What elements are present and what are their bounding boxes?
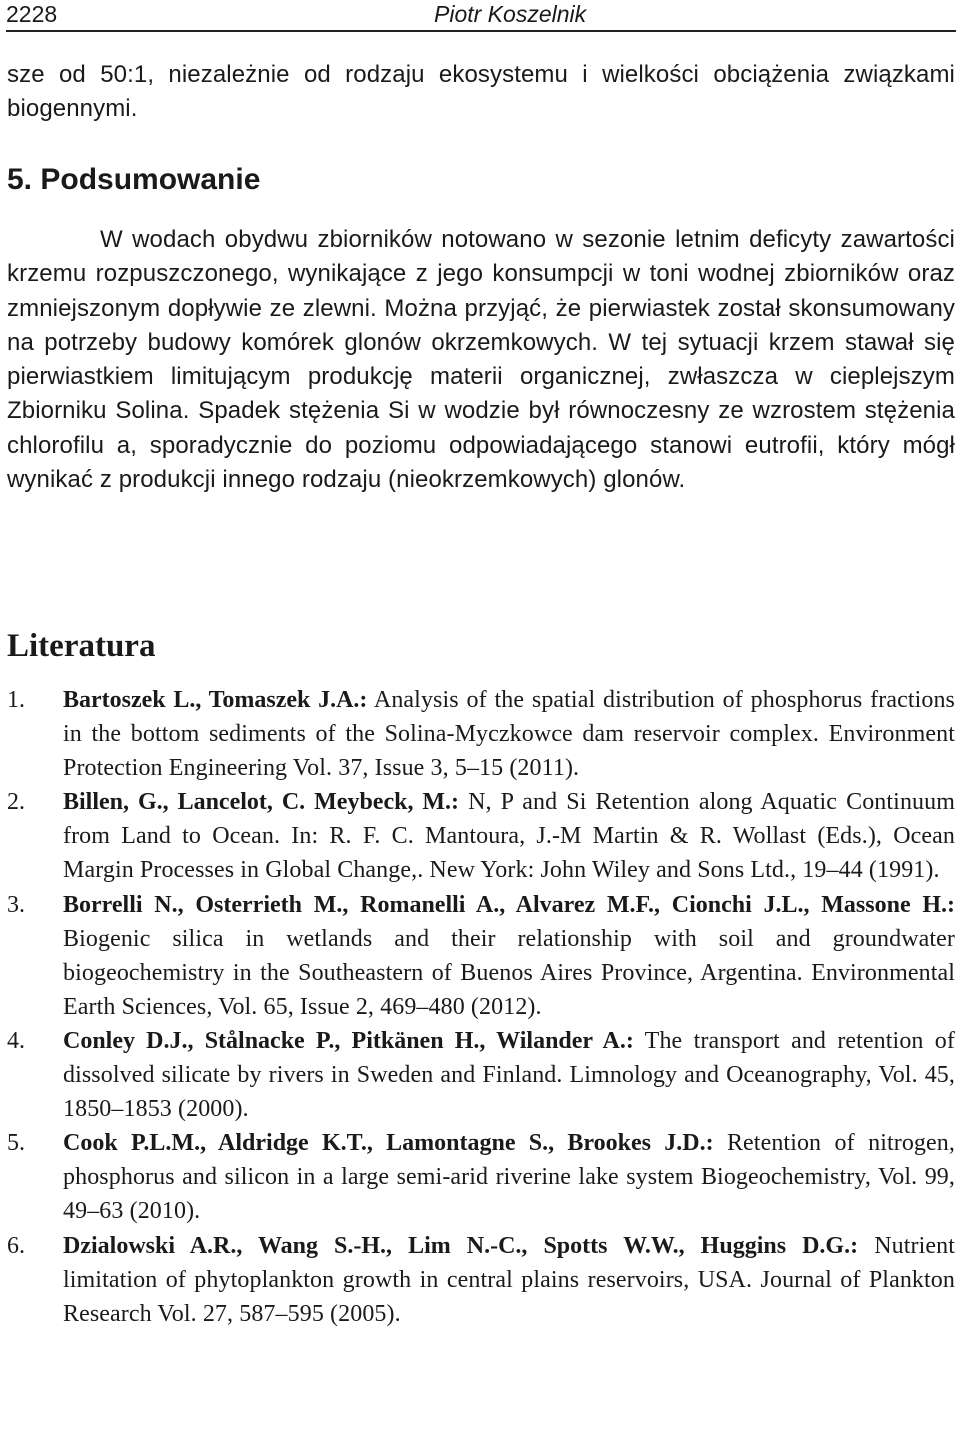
reference-text: Analysis of the spatial distribution of phosphorus fractions in the bottom sediments of the Solina-Myczkowce dam reservoir complex. Environment Protection Engineering Vol. 37, Issue 3, 5–15 (2011). bbox=[63, 687, 955, 782]
reference-item bbox=[7, 1024, 955, 1126]
page-number: 2228 bbox=[6, 1, 58, 27]
reference-number: 1. bbox=[7, 687, 25, 713]
reference-item bbox=[7, 683, 955, 785]
reference-authors: Conley D.J., Stålnacke P., Pitkänen H., Wilander A.: bbox=[63, 1027, 634, 1054]
summary-paragraph: W wodach obydwu zbiorników notowano w sezonie letnim deficyty zawartości krzemu rozpuszczonego, wynikające z jego konsumpcji w toni wodnej zbiorników oraz zmniejszonym dopływie ze zlewni. Można przyjąć, że pierwiastek został skonsumowany na potrzeby budowy komórek glonów okrzemkowych. W tej sytuacji krzem stawał się pierwiastkiem limitującym produkcję materii organicznej, zwłaszcza w cieplejszym Zbiorniku Solina. Spadek stężenia Si w wodzie był równoczesny ze wzrostem stężenia chlorofilu a, sporadycznie do poziomu odpowiadającego stanowi eutrofii, który mógł wynikać z produkcji innego rodzaju (nieokrzemkowych) glonów. bbox=[7, 226, 955, 494]
reference-number: 6. bbox=[7, 1232, 25, 1259]
reference-text: Biogenic silica in wetlands and their relationship with soil and groundwater biogeochemistry in the Southeastern of Buenos Aires Province, Argentina. Environmental Earth Sciences, Vol. 65, Issue 2, 469–480 (2012). bbox=[63, 925, 955, 1020]
literature-heading: Literatura bbox=[7, 628, 156, 664]
intro-paragraph: sze od 50:1, niezależnie od rodzaju ekosystemu i wielkości obciążenia związkami biogennymi. bbox=[7, 61, 955, 123]
reference-item bbox=[7, 1229, 955, 1331]
reference-item bbox=[7, 1126, 955, 1228]
reference-authors: Borrelli N., Osterrieth M., Romanelli A., Alvarez M.F., Cionchi J.L., Massone H.: bbox=[63, 891, 955, 918]
reference-authors: Bartoszek L., Tomaszek J.A.: bbox=[63, 687, 368, 713]
reference-number: 4. bbox=[7, 1027, 25, 1054]
running-author: Piotr Koszelnik bbox=[434, 1, 587, 27]
reference-item bbox=[7, 785, 955, 887]
reference-text: The transport and retention of dissolved silicate by rivers in Sweden and Finland. Limnology and Oceanography, Vol. 45, 1850–1853 (2000). bbox=[63, 1027, 955, 1123]
section-heading: 5. Podsumowanie bbox=[7, 163, 261, 196]
reference-number: 5. bbox=[7, 1130, 25, 1157]
reference-number: 2. bbox=[7, 789, 25, 816]
reference-list bbox=[7, 683, 955, 1331]
reference-text: Nutrient limitation of phytoplankton growth in central plains reservoirs, USA. Journal of Plankton Research Vol. 27, 587–595 (2005). bbox=[63, 1232, 956, 1327]
reference-authors: Cook P.L.M., Aldridge K.T., Lamontagne S., Brookes J.D.: bbox=[63, 1130, 714, 1157]
running-header bbox=[6, 0, 956, 32]
reference-authors: Billen, G., Lancelot, C. Meybeck, M.: bbox=[63, 789, 460, 816]
reference-text: N, P and Si Retention along Aquatic Continuum from Land to Ocean. In: R. F. C. Mantoura, J.-M Martin & R. Wollast (Eds.), Ocean Margin Processes in Global Change,. New York: John Wiley and Sons Ltd., 19–44 (1991). bbox=[63, 789, 956, 884]
reference-authors: Dzialowski A.R., Wang S.-H., Lim N.-C., Spotts W.W., Huggins D.G.: bbox=[63, 1232, 859, 1259]
reference-item bbox=[7, 888, 955, 1024]
reference-text: Retention of nitrogen, phosphorus and silicon in a large semi-arid riverine lake system Biogeochemistry, Vol. 99, 49–63 (2010). bbox=[63, 1130, 955, 1225]
reference-number: 3. bbox=[7, 891, 25, 918]
